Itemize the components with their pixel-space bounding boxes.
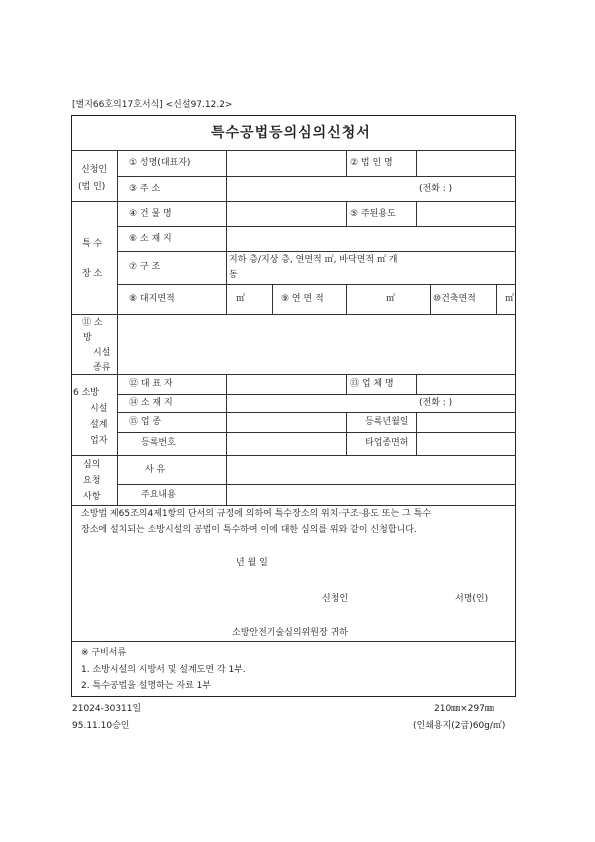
site-group-label: 특 수 (82, 239, 103, 249)
designer-label: 업자 (90, 436, 108, 446)
rule-v (117, 150, 118, 505)
building-label: ④ 건 물 명 (129, 209, 172, 219)
rule (117, 484, 516, 485)
request-label: 심의 (83, 460, 101, 470)
corp-name-label: ② 법 인 명 (350, 158, 393, 168)
name-label: ① 성명(대표자) (129, 158, 191, 168)
attachment-item: 1. 소방시설의 시방서 및 설계도면 각 1부. (81, 665, 246, 675)
main-use-label: ⑤ 주된용도 (350, 209, 396, 219)
rule (71, 505, 516, 506)
site-area-label: ⑧ 대지면적 (129, 294, 175, 304)
building-area-unit: ㎡ (505, 294, 515, 304)
rule-v (226, 374, 227, 505)
site-group-label: 장 소 (82, 269, 103, 279)
business-label: ⑮ 업 종 (129, 417, 162, 427)
rule-v (416, 201, 417, 226)
rule (71, 314, 516, 315)
phone-label: (전화 : ) (419, 184, 453, 194)
applicant-group-label: 신청인 (81, 165, 108, 175)
request-label: 요청 (83, 476, 101, 486)
rule-v (416, 150, 417, 176)
location-label: ⑥ 소 재 지 (129, 234, 172, 244)
building-area-label: ⑩건축면적 (433, 294, 476, 304)
rule-title (71, 150, 516, 151)
rule (117, 226, 516, 227)
rule (117, 432, 516, 433)
applicant-group-label: (법 인) (78, 182, 106, 192)
rule-v (346, 201, 347, 226)
rep-label: ⑫ 대 표 자 (129, 379, 173, 389)
fire-facility-label: 종류 (93, 363, 111, 373)
reg-number-label: 등록번호 (141, 438, 176, 448)
rule-v (346, 284, 347, 314)
rule-v (416, 412, 417, 455)
attachments-heading: ※ 구비서류 (81, 648, 127, 658)
structure-text: 지하 층/지상 층, 연면적 ㎡, 바닥면적 ㎡ 개 (229, 255, 398, 265)
rule-v (430, 284, 431, 314)
fire-facility-label: 시설 (93, 348, 111, 358)
rule (117, 176, 516, 177)
rule (117, 412, 516, 413)
form-title: 특수공법등의심의신청서 (211, 125, 371, 141)
signature-label: 서명(인) (455, 594, 489, 604)
rule (71, 374, 516, 375)
rule (117, 284, 516, 285)
floor-area-label: ⑨ 연 면 적 (281, 294, 324, 304)
rule (117, 394, 516, 395)
rule-v (416, 374, 417, 394)
request-label: 사항 (83, 492, 101, 502)
designer-label: 6 소방 (73, 388, 99, 398)
rule-v (346, 374, 347, 394)
rule (71, 201, 516, 202)
paper-size: 210㎜×297㎜ (434, 704, 494, 714)
structure-label: ⑦ 구 조 (129, 262, 161, 272)
designer-location-label: ⑭ 소 재 지 (129, 398, 173, 408)
rule-v (346, 412, 347, 455)
floor-area-unit: ㎡ (386, 294, 396, 304)
rule-v (226, 150, 227, 314)
addressee: 소방안전기술심의위원장 귀하 (232, 628, 348, 638)
address-label: ③ 주 소 (129, 184, 161, 194)
form-number: [별지66호의17호서식] <신설97.12.2> (72, 100, 233, 110)
attachment-item: 2. 특수공법을 설명하는 자료 1부 (81, 681, 212, 691)
fire-facility-label: ⑪ 소 (82, 318, 103, 328)
structure-text: 동 (229, 270, 238, 280)
designer-phone-label: (전화 : ) (419, 398, 453, 408)
reg-date-label: 등록년월일 (365, 417, 409, 427)
designer-label: 설계 (90, 420, 108, 430)
statement-text: 소방법 제65조의4제1항의 단서의 규정에 의하여 특수장소의 위치·구조·용도 또는 그 특수 (81, 509, 431, 519)
rule-v (272, 284, 273, 314)
site-area-unit: ㎡ (236, 294, 246, 304)
other-business-label: 타업종면허 (365, 438, 409, 448)
fire-facility-label: 방 (83, 333, 92, 343)
statement-text: 장소에 설치되는 소방시설의 공법이 특수하여 이에 대한 심의를 위와 같이 신청합니다. (81, 525, 417, 535)
rule (71, 455, 516, 456)
rule-v (346, 150, 347, 176)
rule (117, 251, 516, 252)
date-line: 년 월 일 (236, 558, 268, 568)
reason-label: 사 유 (145, 465, 166, 475)
company-label: ⑬ 업 체 명 (350, 379, 394, 389)
rule-v (496, 284, 497, 314)
applicant-sign-label: 신청인 (322, 594, 349, 604)
form-code: 21024-30311일 (72, 704, 142, 714)
designer-label: 시설 (90, 404, 108, 414)
content-label: 주요내용 (141, 490, 176, 500)
rule (71, 641, 516, 642)
paper-type: (인쇄용지(2급)60g/㎡) (413, 721, 506, 731)
approval-date: 95.11.10승인 (72, 721, 130, 731)
